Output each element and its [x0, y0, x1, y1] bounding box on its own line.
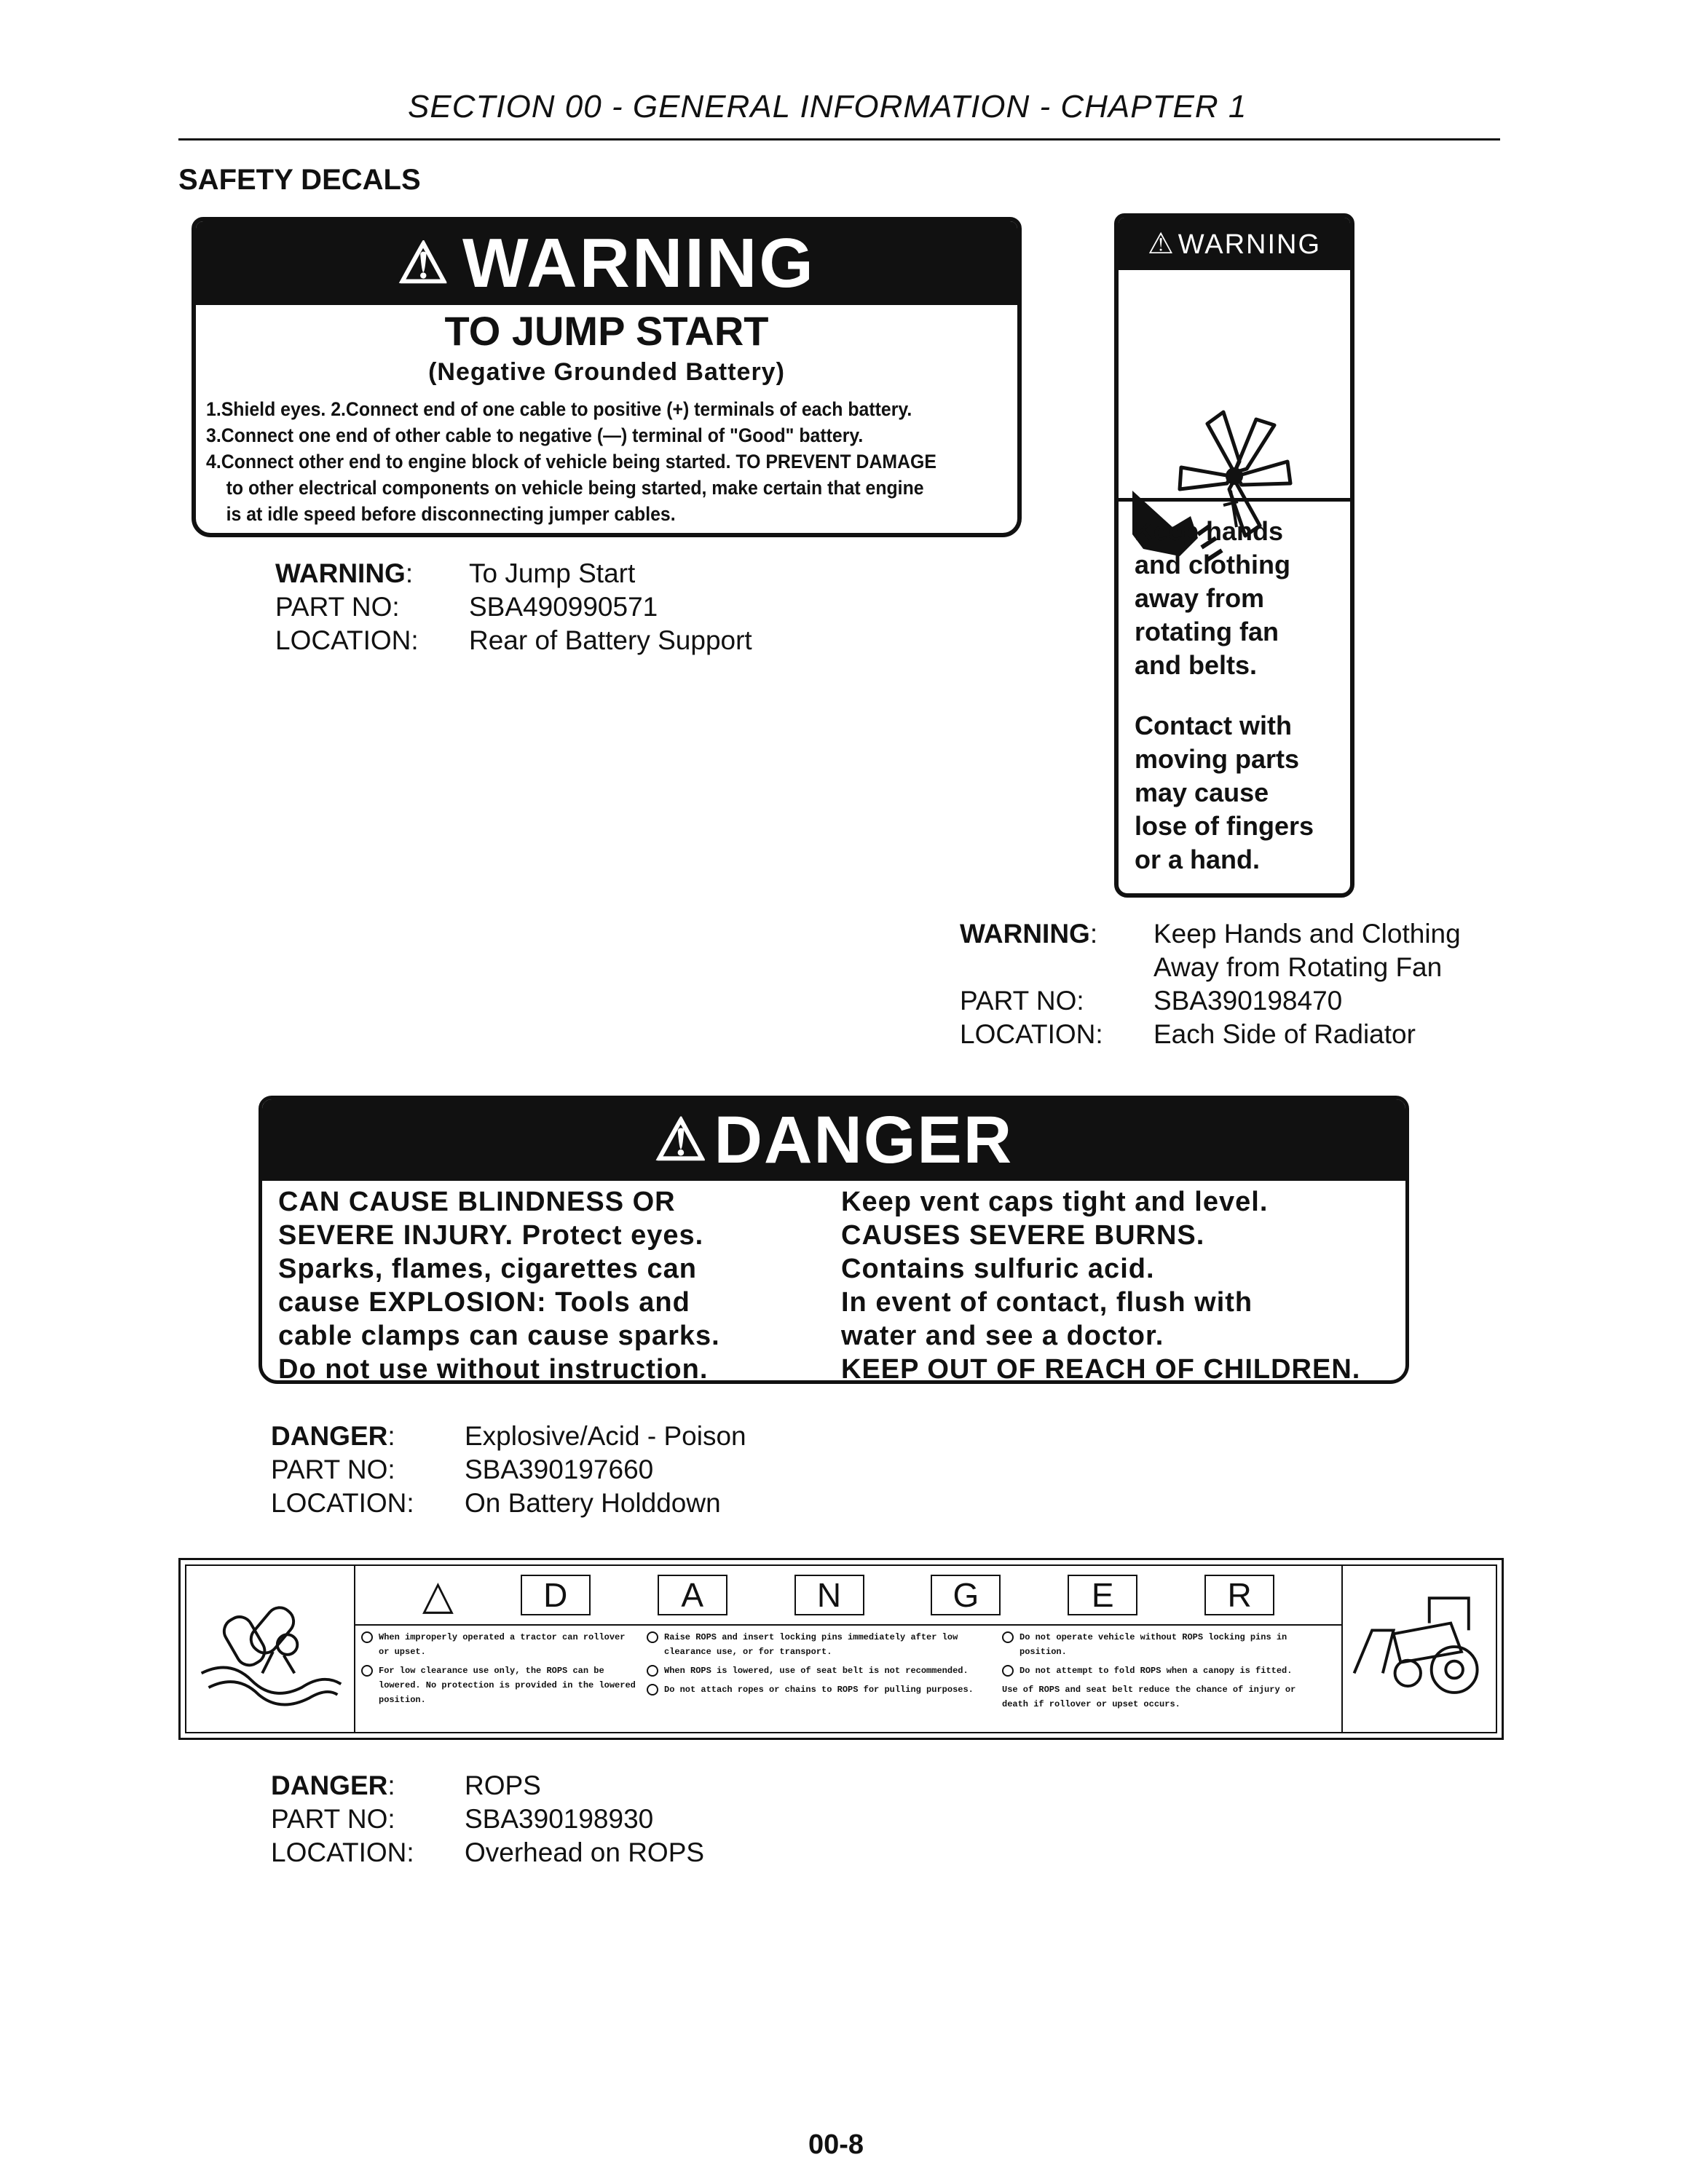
rops-text-col-2	[647, 1630, 989, 1697]
caption-value: Away from Rotating Fan	[1153, 952, 1443, 982]
text-line: water and see a doctor.	[841, 1321, 1164, 1351]
rops-instruction: Do not attach ropes or chains to ROPS for pulling purposes.	[664, 1685, 974, 1695]
danger-letter: R	[1204, 1575, 1274, 1615]
caption-label: PART NO:	[271, 1455, 395, 1484]
text-line: cable clamps can cause sparks.	[278, 1321, 720, 1351]
header-divider	[178, 138, 1500, 141]
fan-warning-text	[1135, 515, 1290, 682]
caption-value: Each Side of Radiator	[1153, 1019, 1416, 1049]
caption-label: LOCATION:	[960, 1019, 1103, 1049]
text-line: Keep vent caps tight and level.	[841, 1187, 1269, 1217]
section-header: SECTION 00 - GENERAL INFORMATION - CHAPTER 1	[408, 89, 1247, 124]
rollover-person-icon	[186, 1566, 355, 1732]
danger-letter: A	[658, 1575, 727, 1615]
text-line: Contains sulfuric acid.	[841, 1254, 1155, 1284]
text-line: Sparks, flames, cigarettes can	[278, 1254, 697, 1284]
caption-label: LOCATION:	[275, 625, 419, 655]
warning-triangle-icon: △	[422, 1572, 454, 1618]
decal-divider	[1119, 498, 1350, 502]
caption-value: Explosive/Acid - Poison	[465, 1421, 746, 1451]
rops-instruction: For low clearance use only, the ROPS can be lowered. No protection is provided in the lowered position.	[379, 1666, 636, 1705]
warning-triangle-icon: ⚠	[654, 1107, 709, 1172]
caption-label: PART NO:	[271, 1804, 395, 1834]
caption-value: Keep Hands and Clothing	[1153, 919, 1461, 949]
rops-danger-caption: DANGER: ROPS PART NO: SBA390198930 LOCATION: Overhead on ROPS	[271, 1769, 704, 1870]
text-line: cause EXPLOSION: Tools and	[278, 1287, 690, 1318]
caption-label: PART NO:	[960, 986, 1084, 1016]
caption-label: LOCATION:	[271, 1488, 414, 1518]
danger-letter: N	[794, 1575, 864, 1615]
danger-text-right	[841, 1185, 1360, 1384]
page-number: 00-8	[808, 2129, 864, 2160]
danger-letter: G	[931, 1575, 1001, 1615]
caption-label: DANGER	[271, 1421, 388, 1451]
signal-word: WARNING	[1178, 229, 1322, 260]
battery-danger-decal	[259, 1096, 1409, 1384]
rops-instruction: Do not operate vehicle without ROPS locking pins in position.	[1019, 1632, 1287, 1657]
rops-text-col-3	[1002, 1630, 1322, 1712]
text-line: Do not use without instruction.	[278, 1354, 709, 1384]
caption-label: PART NO:	[275, 592, 400, 622]
danger-letter: D	[521, 1575, 591, 1615]
rops-instruction: When improperly operated a tractor can rollover or upset.	[379, 1632, 626, 1657]
rops-danger-title	[355, 1566, 1341, 1626]
caption-label: DANGER	[271, 1770, 388, 1800]
battery-danger-caption: DANGER: Explosive/Acid - Poison PART NO: SBA390197660 LOCATION: On Battery Holddown	[271, 1420, 746, 1520]
danger-letter: E	[1068, 1575, 1137, 1615]
caption-value: ROPS	[465, 1770, 541, 1800]
rops-instruction: When ROPS is lowered, use of seat belt is not recommended.	[664, 1666, 969, 1676]
tractor-rops-icon	[1341, 1566, 1496, 1732]
caption-value: On Battery Holddown	[465, 1488, 721, 1518]
caption-label: WARNING	[275, 558, 406, 588]
text-line: lose of fingers	[1135, 811, 1314, 841]
warning-banner	[196, 221, 1017, 305]
warning-banner	[1119, 218, 1350, 270]
jump-start-warning-decal	[192, 217, 1022, 537]
danger-text-left	[278, 1185, 720, 1384]
text-line: or a hand.	[1135, 844, 1261, 874]
rops-instruction: Use of ROPS and seat belt reduce the chance of injury or death if rollover or upset occurs.	[1002, 1685, 1296, 1709]
caption-value: To Jump Start	[469, 558, 636, 588]
decal-subtitle: (Negative Grounded Battery)	[428, 358, 785, 386]
rops-decal-frame	[185, 1564, 1497, 1733]
text-line: Keep hands	[1135, 516, 1284, 546]
instruction-line: 4.Connect other end to engine block of vehicle being started. TO PREVENT DAMAGE	[206, 451, 936, 472]
jump-start-caption: WARNING: To Jump Start PART NO: SBA490990571 LOCATION: Rear of Battery Support	[275, 557, 752, 657]
caption-value: SBA490990571	[469, 592, 658, 622]
warning-triangle-icon: ⚠	[1147, 228, 1175, 260]
rops-text-col-1	[361, 1630, 638, 1707]
rops-instruction: Do not attempt to fold ROPS when a canopy is fitted.	[1019, 1666, 1293, 1676]
text-line: and belts.	[1135, 650, 1258, 680]
caption-value: SBA390197660	[465, 1455, 654, 1484]
rops-danger-decal	[178, 1558, 1504, 1740]
text-line: away from	[1135, 583, 1265, 613]
text-line: KEEP OUT OF REACH OF CHILDREN.	[841, 1354, 1361, 1384]
fan-caption: WARNING: Keep Hands and Clothing Away from Rotating Fan PART NO: SBA390198470 LOCATION: Each Side of Radiator	[960, 917, 1461, 1051]
decal-instructions	[206, 396, 950, 527]
warning-triangle-icon: ⚠	[398, 231, 451, 295]
danger-banner	[262, 1099, 1405, 1181]
text-line: CAUSES SEVERE BURNS.	[841, 1220, 1205, 1251]
caption-label: LOCATION:	[271, 1837, 414, 1867]
caption-value: SBA390198930	[465, 1804, 654, 1834]
signal-word: DANGER	[714, 1103, 1014, 1177]
text-line: SEVERE INJURY. Protect eyes.	[278, 1220, 704, 1251]
text-line: and clothing	[1135, 550, 1290, 579]
rops-instruction: Raise ROPS and insert locking pins immediately after low clearance use, or for transport.	[664, 1632, 958, 1657]
instruction-line: to other electrical components on vehicle being started, make certain that engine	[226, 477, 924, 499]
instruction-line: is at idle speed before disconnecting jumper cables.	[226, 503, 676, 525]
text-line: may cause	[1135, 778, 1269, 807]
text-line: rotating fan	[1135, 617, 1279, 646]
text-line: Contact with	[1135, 711, 1292, 740]
fan-warning-text	[1135, 709, 1314, 877]
signal-word: WARNING	[462, 224, 816, 302]
caption-value: SBA390198470	[1153, 986, 1343, 1016]
caption-value: Rear of Battery Support	[469, 625, 752, 655]
decal-title: TO JUMP START	[444, 308, 769, 354]
caption-label: WARNING	[960, 919, 1090, 949]
rops-decal-content	[355, 1566, 1341, 1732]
text-line: moving parts	[1135, 744, 1300, 774]
text-line: CAN CAUSE BLINDNESS OR	[278, 1187, 676, 1217]
instruction-line: 1.Shield eyes. 2.Connect end of one cable to positive (+) terminals of each battery.	[206, 398, 912, 420]
instruction-line: 3.Connect one end of other cable to negative (—) terminal of "Good" battery.	[206, 424, 864, 446]
page-heading: SAFETY DECALS	[178, 164, 421, 196]
text-line: In event of contact, flush with	[841, 1287, 1253, 1318]
fan-warning-decal	[1114, 213, 1354, 898]
caption-value: Overhead on ROPS	[465, 1837, 705, 1867]
